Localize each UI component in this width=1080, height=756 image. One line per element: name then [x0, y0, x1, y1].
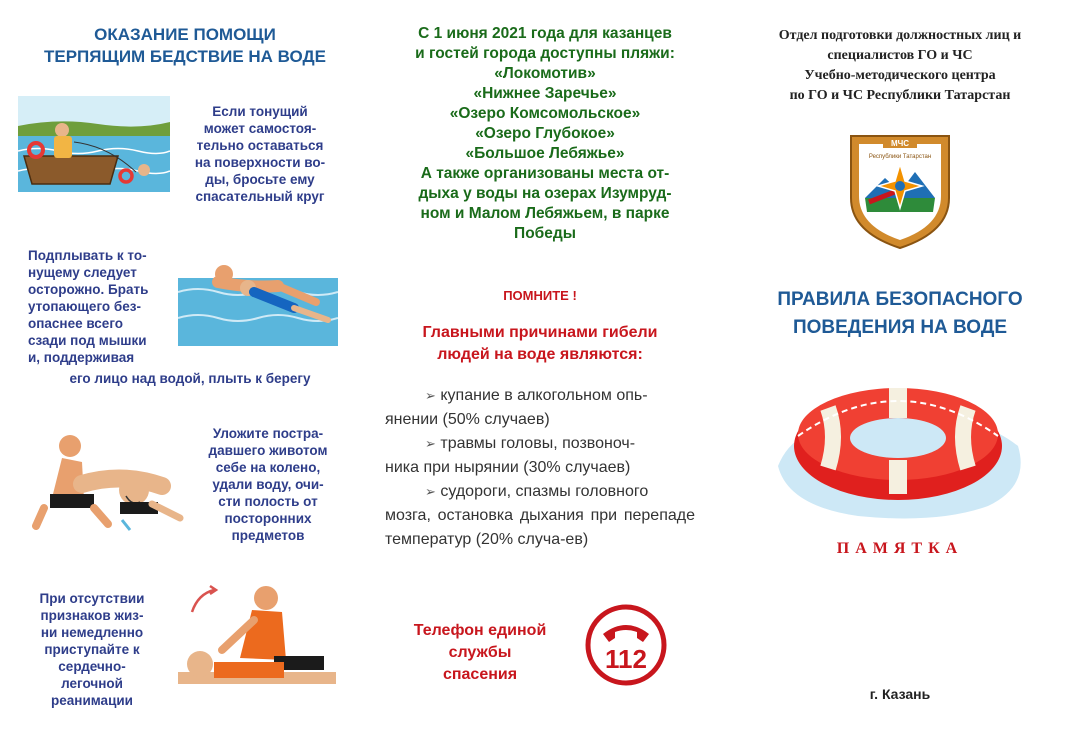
- arrow-marker-icon: ➢: [425, 436, 436, 451]
- cause-item: ➢ купание в алкогольном опь- янении (50% случаев): [385, 387, 648, 428]
- emergency-number: 112: [605, 644, 647, 674]
- svg-text:Республики Татарстан: Республики Татарстан: [868, 154, 932, 160]
- causes-list: [385, 384, 695, 552]
- arrow-marker-icon: ➢: [425, 484, 436, 499]
- causes-heading: Главными причинами гибели людей на воде являются:: [422, 324, 658, 363]
- telephone-112-icon: [585, 604, 667, 686]
- swimming-rescue-illustration: [178, 258, 338, 346]
- cover-column: [720, 0, 1080, 756]
- water-removal-illustration: [22, 422, 190, 532]
- boat-rescue-illustration: [18, 96, 170, 192]
- mchs-emblem-icon: [845, 128, 955, 252]
- organization-name: Отдел подготовки должностных лиц и специалистов ГО и ЧС Учебно-методического центра по ГО и ЧС Республики Татарстан: [778, 28, 1022, 103]
- info-column: [360, 0, 720, 756]
- step-swim-to-shore: его лицо над водой, плыть к берегу: [69, 371, 311, 386]
- cause-item: ➢ судороги, спазмы головного мозга, остановка дыхания при перепаде температур (20% случа-ев): [385, 483, 695, 548]
- cause-item: ➢ травмы головы, позвоноч- ника при нырянии (30% случаев): [385, 435, 636, 476]
- step-throw-lifebuoy: Если тонущий может самостоя- тельно оставаться на поверхности во- ды, бросьте ему спасательный круг: [194, 104, 326, 204]
- remember-label: ПОМНИТЕ !: [503, 288, 577, 303]
- lifebuoy-icon: [768, 356, 1030, 526]
- city-label: г. Казань: [869, 686, 931, 702]
- beaches-block: С 1 июня 2021 года для казанцев и гостей города доступны пляжи: «Локомотив» «Нижнее Заречье» «Озеро Комсомольское» «Озеро Глубокое» «Большое Лебяжье» А также организованы места от- дыха у воды на озерах Изумруд- ном и Малом Лебяжьем, в парке Победы: [415, 25, 675, 242]
- pamyatka-label: ПАМЯТКА: [836, 540, 964, 557]
- arrow-marker-icon: ➢: [425, 388, 436, 403]
- svg-text:МЧС: МЧС: [890, 139, 910, 148]
- page-title: ПРАВИЛА БЕЗОПАСНОГО ПОВЕДЕНИЯ НА ВОДЕ: [777, 289, 1023, 338]
- cpr-illustration: [170, 580, 346, 698]
- step-start-cpr: При отсутствии признаков жиз- ни немедленно приступайте к сердечно- легочной реанимации: [39, 591, 145, 708]
- rescue-column: [0, 0, 360, 756]
- emergency-phone-text: Телефон единой службы спасения: [413, 622, 547, 683]
- step-remove-water: Уложите постра- давшего животом себе на колено, удали воду, очи- сти полость от посторонних предметов: [208, 426, 328, 543]
- step-swim-to-victim: Подплывать к то- нущему следует осторожно. Брать утопающего без- опаснее всего сзади под мышки и, поддерживая: [28, 248, 149, 365]
- rescue-title: ОКАЗАНИЕ ПОМОЩИ ТЕРПЯЩИМ БЕДСТВИЕ НА ВОДЕ: [44, 25, 326, 66]
